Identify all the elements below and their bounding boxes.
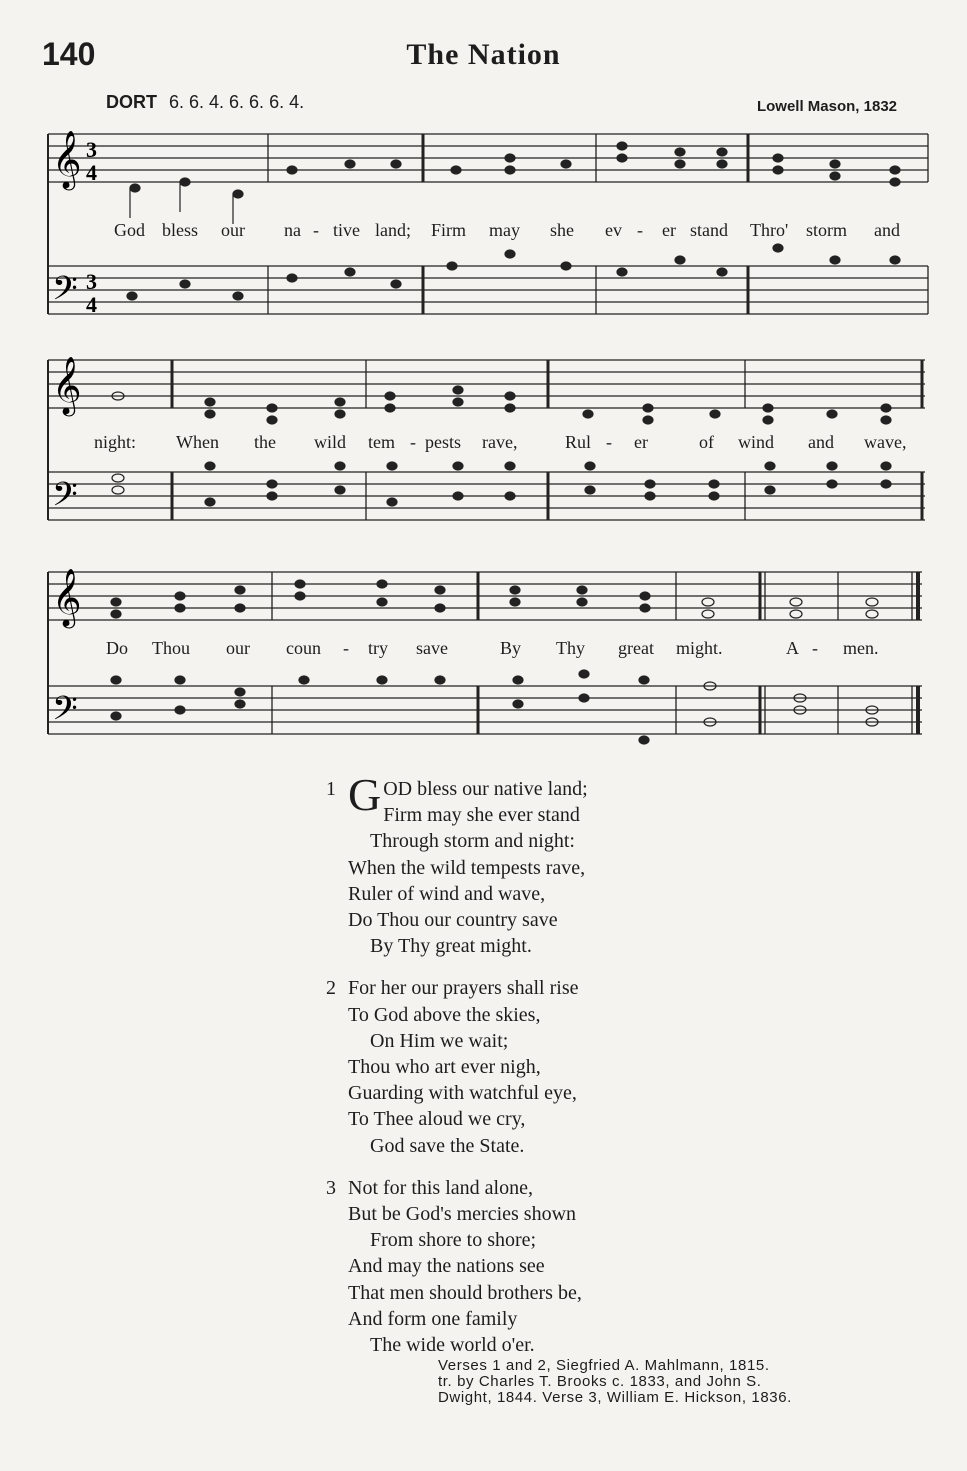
lyric-syllable: Thy [556, 638, 585, 658]
lyric-syllable: our [221, 220, 245, 240]
svg-text:𝄞: 𝄞 [52, 130, 82, 188]
lyric-syllable: When [176, 432, 219, 452]
lyric-syllable: - [606, 432, 612, 452]
verse-line: Firm may she ever stand [383, 804, 580, 827]
tune-name: DORT [106, 92, 157, 112]
lyric-syllable: try [368, 638, 388, 658]
verse-line: Not for this land alone, [348, 1176, 533, 1199]
verse-line: Thou who art ever nigh, [348, 1056, 541, 1079]
lyric-syllable: wild [314, 432, 347, 452]
verse-line: Through storm and night: [370, 830, 575, 853]
verse-number: 1 [326, 778, 336, 800]
verse-line: OD bless our native land; [383, 778, 588, 800]
svg-text:𝄞: 𝄞 [52, 356, 82, 414]
svg-text:𝄢: 𝄢 [52, 690, 78, 736]
credit-line: Verses 1 and 2, Siegfried A. Mahlmann, 1815. [438, 1357, 770, 1374]
verse-2 [320, 975, 588, 1158]
lyric-syllable: - [812, 638, 818, 658]
lyric-syllable: tem [368, 432, 395, 452]
lyric-syllable: By [500, 638, 522, 658]
verse-1 [320, 769, 588, 959]
verse-line: And form one family [348, 1307, 518, 1330]
lyric-syllable: stand [690, 220, 728, 240]
lyric-syllable: pests [425, 432, 461, 452]
time-signature-bottom: 4 [86, 160, 97, 185]
lyric-syllable: our [226, 638, 250, 658]
svg-text:𝄢: 𝄢 [52, 270, 78, 316]
lyric-syllable: great [618, 638, 654, 658]
verse-line: The wide world o'er. [370, 1334, 535, 1357]
drop-cap: G [348, 769, 382, 820]
section-title: The Nation [406, 38, 561, 71]
lyric-syllable: night: [94, 432, 137, 452]
time-signature-top: 3 [86, 137, 97, 162]
verse-line: That men should brothers be, [348, 1281, 582, 1304]
composer-credit: Lowell Mason, 1832 [756, 98, 897, 115]
tune-info [106, 92, 304, 113]
lyric-syllable: of [699, 432, 714, 452]
lyric-syllable: storm [806, 220, 848, 240]
lyric-syllable: and [874, 220, 900, 240]
lyric-syllable: er [662, 220, 676, 240]
lyric-syllable: she [550, 220, 574, 240]
verse-line: Do Thou our country save [348, 909, 558, 932]
lyric-syllable: ev [605, 220, 622, 240]
lyric-syllable: the [254, 432, 276, 452]
page-number: 140 [42, 36, 96, 72]
verse-line: Guarding with watchful eye, [348, 1082, 577, 1105]
lyric-syllable: na [284, 220, 301, 240]
lyric-syllable: land; [375, 220, 411, 240]
verse-line: When the wild tempests rave, [348, 856, 586, 879]
verse-number: 2 [326, 977, 336, 1000]
verse-line: But be God's mercies shown [348, 1203, 577, 1226]
verse-line: For her our prayers shall rise [348, 977, 579, 1000]
text-credits [438, 1358, 792, 1406]
verse-number: 3 [326, 1176, 336, 1199]
lyric-syllable: - [410, 432, 416, 452]
lyric-syllable: coun [286, 638, 321, 658]
lyric-syllable: wave, [864, 432, 907, 452]
lyric-syllable: er [634, 432, 648, 452]
meter: 6. 6. 4. 6. 6. 6. 4. [169, 92, 305, 112]
lyric-syllable: - [637, 220, 643, 240]
lyric-syllable: - [343, 638, 349, 658]
lyric-syllable: A [786, 638, 799, 658]
lyric-syllable: bless [162, 220, 198, 240]
lyric-syllable: wind [738, 432, 774, 452]
svg-text:𝄞: 𝄞 [52, 568, 82, 626]
hymn-verses [320, 769, 588, 1374]
verse-line: To God above the skies, [348, 1003, 541, 1026]
verse-line: To Thee aloud we cry, [348, 1108, 526, 1131]
lyric-syllable: might. [676, 638, 723, 658]
svg-text:𝄢: 𝄢 [52, 476, 78, 522]
lyric-syllable: God [114, 220, 145, 240]
svg-text:3: 3 [86, 269, 97, 294]
lyric-syllable: Do [106, 638, 128, 658]
svg-text:4: 4 [86, 292, 97, 317]
lyric-syllable: may [489, 220, 520, 240]
verse-line: And may the nations see [348, 1255, 545, 1278]
verse-line: Ruler of wind and wave, [348, 882, 546, 905]
lyric-syllable: - [313, 220, 319, 240]
lyric-syllable: save [416, 638, 448, 658]
credit-line: tr. by Charles T. Brooks c. 1833, and John S. [438, 1373, 762, 1390]
verse-line: By Thy great might. [370, 935, 532, 958]
lyric-syllable: Rul [565, 432, 592, 452]
lyric-syllable: tive [333, 220, 360, 240]
verse-3 [320, 1175, 588, 1358]
verse-line: On Him we wait; [370, 1029, 509, 1052]
credit-line: Dwight, 1844. Verse 3, William E. Hickson, 1836. [438, 1389, 792, 1406]
lyric-syllable: and [808, 432, 834, 452]
verse-line: From shore to shore; [370, 1229, 537, 1252]
music-system-3 [0, 558, 967, 758]
lyric-syllable: Firm [431, 220, 467, 240]
lyric-syllable: Thou [152, 638, 190, 658]
lyric-syllable: rave, [482, 432, 518, 452]
lyric-syllable: men. [843, 638, 879, 658]
verse-line: God save the State. [370, 1134, 525, 1157]
lyric-syllable: Thro' [750, 220, 789, 240]
